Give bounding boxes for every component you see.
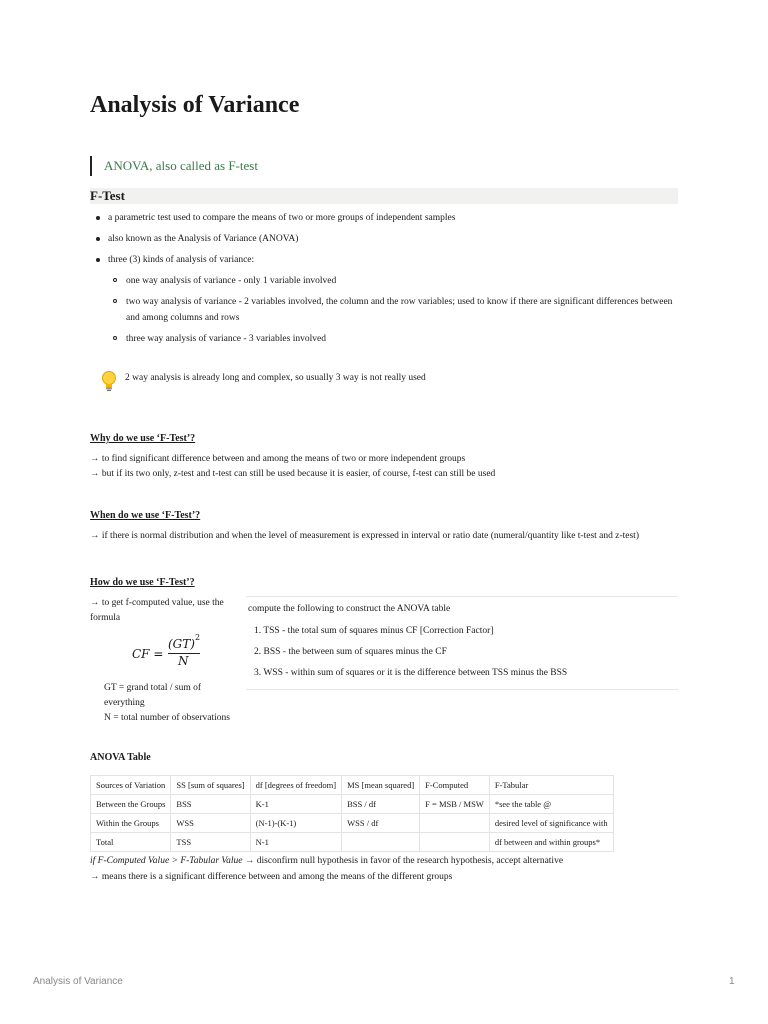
conclusion-result: → disconfirm null hypothesis in favor of the research hypothesis, accept alternative xyxy=(242,856,564,866)
how-left-text: → to get f-computed value, use the formula xyxy=(90,598,224,623)
when-line: → if there is normal distribution and when the level of measurement is expressed in interval or ratio date (numeral/quantity like t-test and z-test) xyxy=(90,531,639,541)
why-line: → to find significant difference between and among the means of two or more independent groups xyxy=(90,454,466,464)
sub-bullet-item: two way analysis of variance - 2 variables involved, the column and the row variables; used to know if there are significant differences between and among columns and rows xyxy=(108,294,678,326)
formula-definitions xyxy=(104,681,234,726)
ftest-bullet-list xyxy=(90,210,678,352)
table-cell: F = MSB / MSW xyxy=(420,795,490,814)
how-left-column xyxy=(90,596,230,626)
table-cell: WSS / df xyxy=(342,814,420,833)
table-cell: N-1 xyxy=(250,833,341,852)
anova-table-title: ANOVA Table xyxy=(90,752,151,763)
how-right-column xyxy=(246,596,678,690)
table-cell: desired level of significance with xyxy=(489,814,613,833)
lightbulb-icon xyxy=(100,370,118,392)
table-cell: WSS xyxy=(171,814,250,833)
callout-text: 2 way analysis is already long and complex, so usually 3 way is not really used xyxy=(125,373,426,383)
step-item: 3. WSS - within sum of squares or it is the difference between TSS minus the BSS xyxy=(254,668,568,678)
cf-formula xyxy=(132,633,242,671)
quote-block: ANOVA, also called as F-test xyxy=(90,156,258,176)
table-cell: TSS xyxy=(171,833,250,852)
bullet-item: a parametric test used to compare the means of two or more groups of independent samples xyxy=(90,210,678,226)
table-row xyxy=(91,814,614,833)
table-cell xyxy=(342,833,420,852)
table-cell: BSS / df xyxy=(342,795,420,814)
table-cell: F-Computed xyxy=(420,776,490,795)
bullet-item: also known as the Analysis of Variance (ANOVA) xyxy=(90,231,678,247)
table-cell: Total xyxy=(91,833,171,852)
conclusion-condition: if F-Computed Value > F-Tabular Value xyxy=(90,856,243,866)
page-title: Analysis of Variance xyxy=(90,92,300,118)
definition-item: N = total number of observations xyxy=(104,713,230,723)
anova-table xyxy=(90,775,614,852)
footer-title: Analysis of Variance xyxy=(33,976,123,987)
table-cell: (N-1)-(K-1) xyxy=(250,814,341,833)
conclusion-line-2: → means there is a significant difference between and among the means of the different groups xyxy=(90,872,453,882)
table-cell: *see the table @ xyxy=(489,795,613,814)
table-cell xyxy=(420,833,490,852)
table-row xyxy=(91,776,614,795)
section-heading-ftest: F-Test xyxy=(90,188,678,204)
bullet-item xyxy=(90,252,678,347)
formula-denominator: N xyxy=(178,654,189,668)
step-item: 1. TSS - the total sum of squares minus CF [Correction Factor] xyxy=(254,626,494,636)
table-row xyxy=(91,795,614,814)
conclusion-line xyxy=(90,856,563,866)
formula-exponent: 2 xyxy=(195,633,201,642)
sub-bullet-list xyxy=(108,273,678,347)
sub-bullet-item: three way analysis of variance - 3 variables involved xyxy=(108,331,678,347)
formula-lhs: CF = xyxy=(132,647,164,661)
why-line: → but if its two only, z-test and t-test can still be used because it is easier, of course, f-test can still be used xyxy=(90,469,496,479)
table-cell: df [degrees of freedom] xyxy=(250,776,341,795)
bullet-text: three (3) kinds of analysis of variance: xyxy=(108,255,255,265)
definition-item: GT = grand total / sum of everything xyxy=(104,683,202,708)
page-number: 1 xyxy=(729,976,735,987)
table-cell: Between the Groups xyxy=(91,795,171,814)
sub-bullet-item: one way analysis of variance - only 1 variable involved xyxy=(108,273,678,289)
table-cell: Within the Groups xyxy=(91,814,171,833)
table-cell: F-Tabular xyxy=(489,776,613,795)
formula-numerator: (GT) xyxy=(168,637,195,651)
table-cell: SS [sum of squares] xyxy=(171,776,250,795)
how-right-intro: compute the following to construct the ANOVA table xyxy=(248,604,451,614)
how-heading: How do we use ‘F-Test’? xyxy=(90,577,195,588)
step-item: 2. BSS - the between sum of squares minus the CF xyxy=(254,647,447,657)
table-row xyxy=(91,833,614,852)
steps-list xyxy=(254,624,674,687)
table-cell: df between and within groups* xyxy=(489,833,613,852)
table-cell: Sources of Variation xyxy=(91,776,171,795)
why-heading: Why do we use ‘F-Test’? xyxy=(90,433,196,444)
table-cell: MS [mean squared] xyxy=(342,776,420,795)
table-cell: K-1 xyxy=(250,795,341,814)
table-cell: BSS xyxy=(171,795,250,814)
table-cell xyxy=(420,814,490,833)
when-heading: When do we use ‘F-Test’? xyxy=(90,510,201,521)
